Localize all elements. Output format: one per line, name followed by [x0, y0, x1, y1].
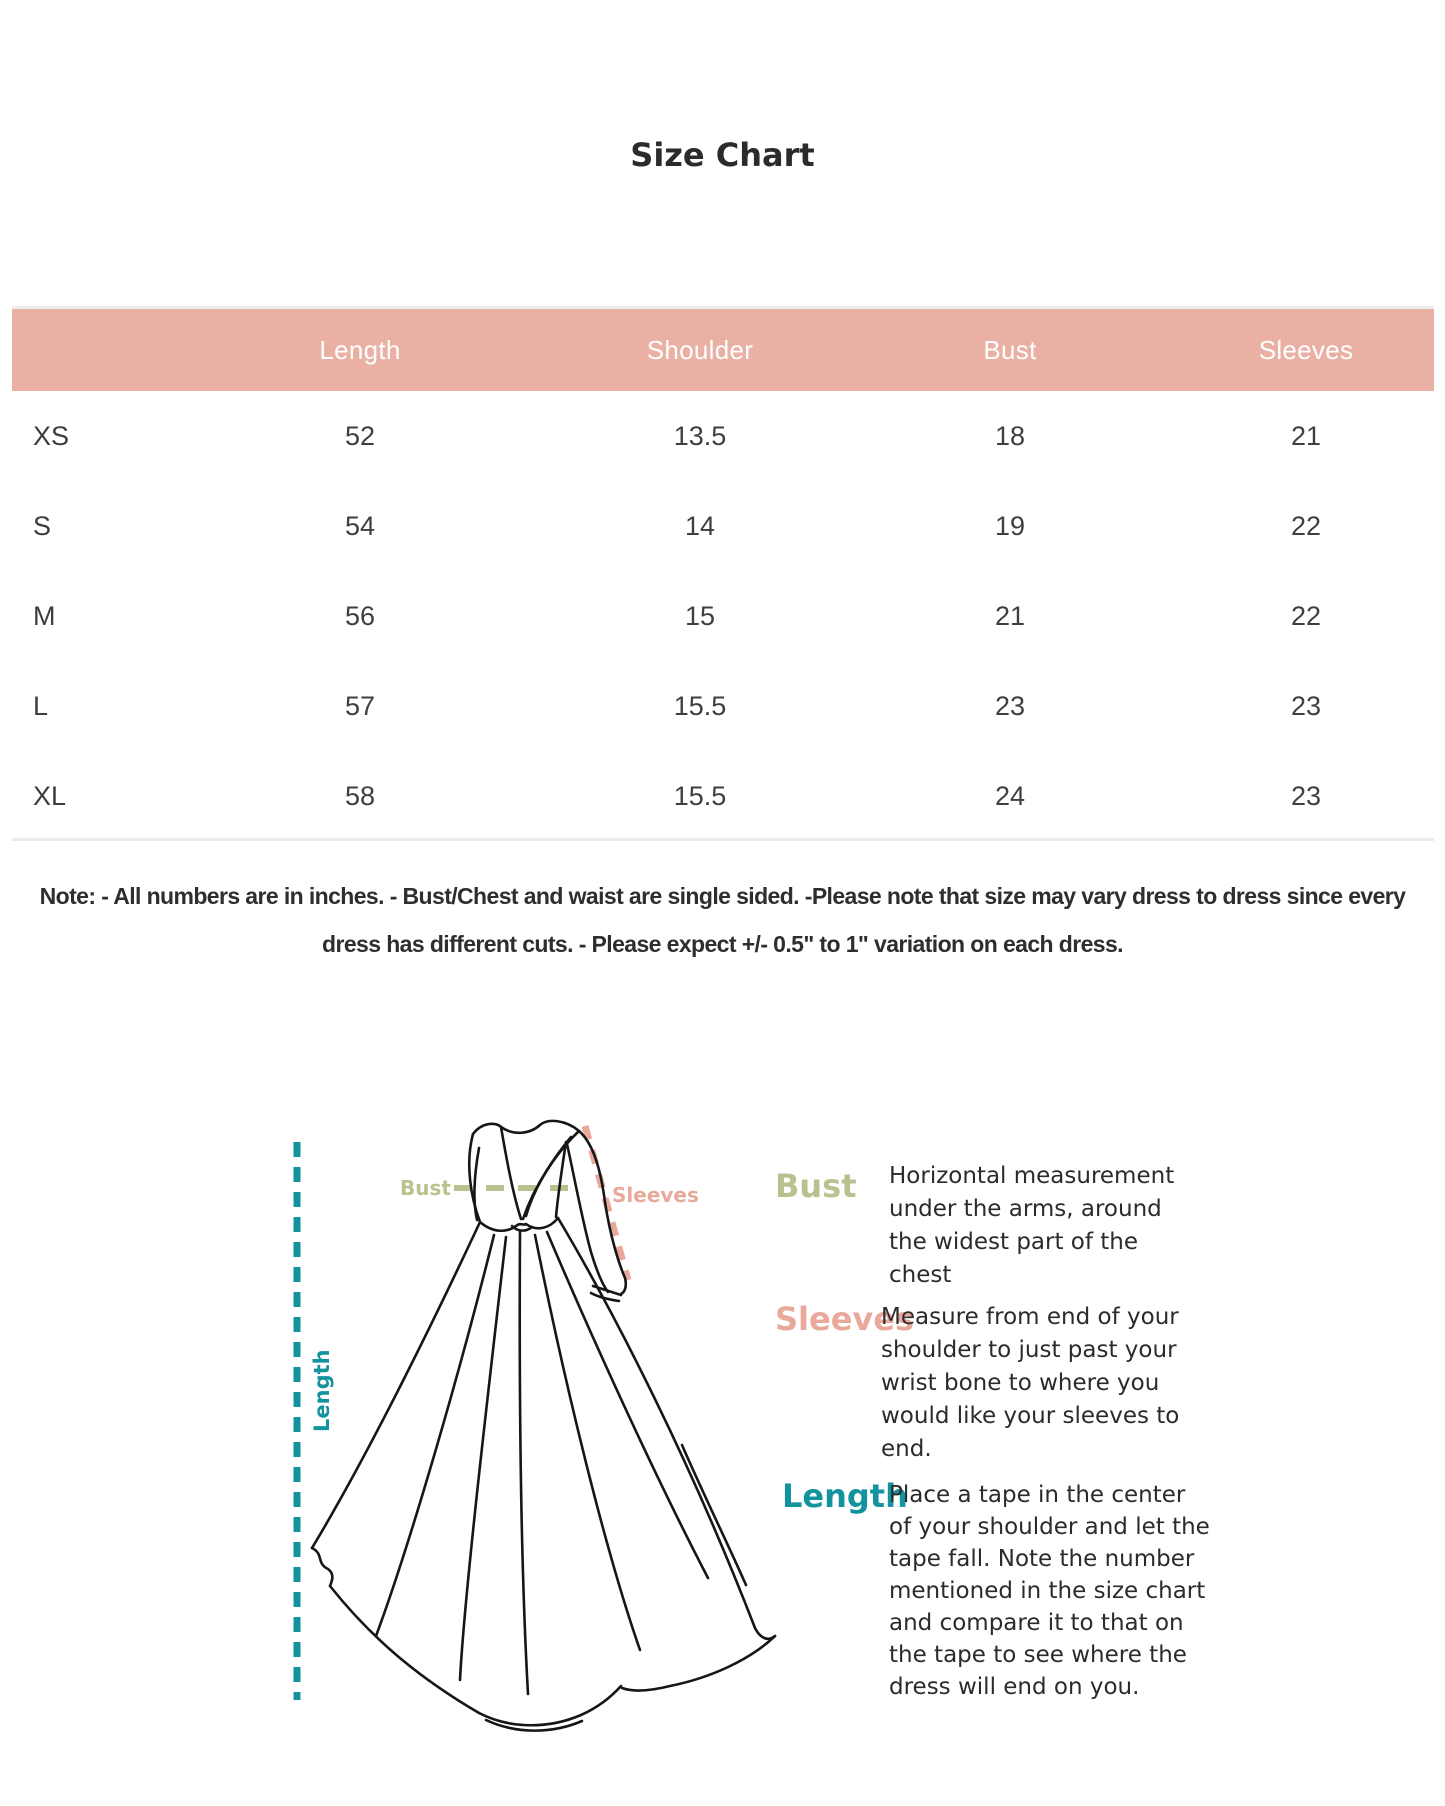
table-row-xl — [12, 751, 1434, 841]
table-row-l — [12, 661, 1434, 751]
size-table-body — [12, 391, 1434, 841]
size-cell: XS — [33, 420, 70, 451]
shoulder-cell: 13.5 — [673, 420, 727, 451]
length-cell: 56 — [344, 600, 376, 631]
guide-sleeves-description: Measure from end of your shoulder to just past your wrist bone to where you would like your sleeves to end. — [881, 1304, 1180, 1462]
length-cell: 52 — [344, 420, 376, 451]
length-cell: 54 — [344, 510, 376, 541]
shoulder-cell: 14 — [684, 510, 716, 541]
size-note-line: Note: - All numbers are in inches. - Bust/Chest and waist are single sided. -Please note that size may vary dress to dress since every — [39, 883, 1406, 909]
guide-length-label: Length — [782, 1477, 908, 1515]
size-cell: M — [33, 600, 56, 631]
sleeves-cell: 22 — [1290, 510, 1322, 541]
bust-cell: 23 — [994, 690, 1026, 721]
diagram-bust-label: Bust — [400, 1176, 451, 1200]
table-row-xs — [12, 391, 1434, 481]
sleeves-cell: 23 — [1290, 780, 1322, 811]
table-row-m — [12, 571, 1434, 661]
bust-cell: 21 — [994, 600, 1026, 631]
size-note — [0, 872, 1445, 968]
bust-cell: 19 — [994, 510, 1026, 541]
table-bottom-divider — [12, 838, 1434, 841]
guide-bust-label: Bust — [775, 1167, 857, 1205]
sleeves-cell: 21 — [1290, 420, 1322, 451]
bust-cell: 24 — [994, 780, 1026, 811]
measurement-illustration — [250, 1080, 790, 1760]
size-cell: S — [33, 510, 52, 541]
guide-length-description: Place a tape in the center of your shoulder and let the tape fall. Note the number mentioned in the size chart and compare it to that on the tape to see where the dress will end on you. — [889, 1482, 1210, 1700]
guide-bust-description: Horizontal measurement under the arms, around the widest part of the chest — [889, 1163, 1175, 1288]
column-header-bust: Bust — [983, 334, 1037, 365]
length-cell: 58 — [344, 780, 376, 811]
size-cell: L — [33, 690, 49, 721]
size-note-line: dress has different cuts. - Please expect +/- 0.5" to 1" variation on each dress. — [322, 931, 1123, 957]
size-table-header-row — [12, 306, 1434, 391]
column-header-length: Length — [319, 334, 401, 365]
guide-sleeves-label: Sleeves — [775, 1300, 915, 1338]
bust-cell: 18 — [994, 420, 1026, 451]
shoulder-cell: 15.5 — [673, 780, 727, 811]
size-table — [12, 306, 1434, 841]
size-cell: XL — [33, 780, 67, 811]
length-cell: 57 — [344, 690, 376, 721]
shoulder-cell: 15.5 — [673, 690, 727, 721]
diagram-sleeves-label: Sleeves — [612, 1183, 699, 1207]
page-title: Size Chart — [630, 136, 815, 174]
table-row-s — [12, 481, 1434, 571]
diagram-length-label: Length — [310, 1349, 334, 1432]
shoulder-cell: 15 — [684, 600, 716, 631]
sleeves-cell: 22 — [1290, 600, 1322, 631]
column-header-shoulder: Shoulder — [646, 334, 754, 365]
sleeves-cell: 23 — [1290, 690, 1322, 721]
column-header-sleeves: Sleeves — [1258, 334, 1354, 365]
